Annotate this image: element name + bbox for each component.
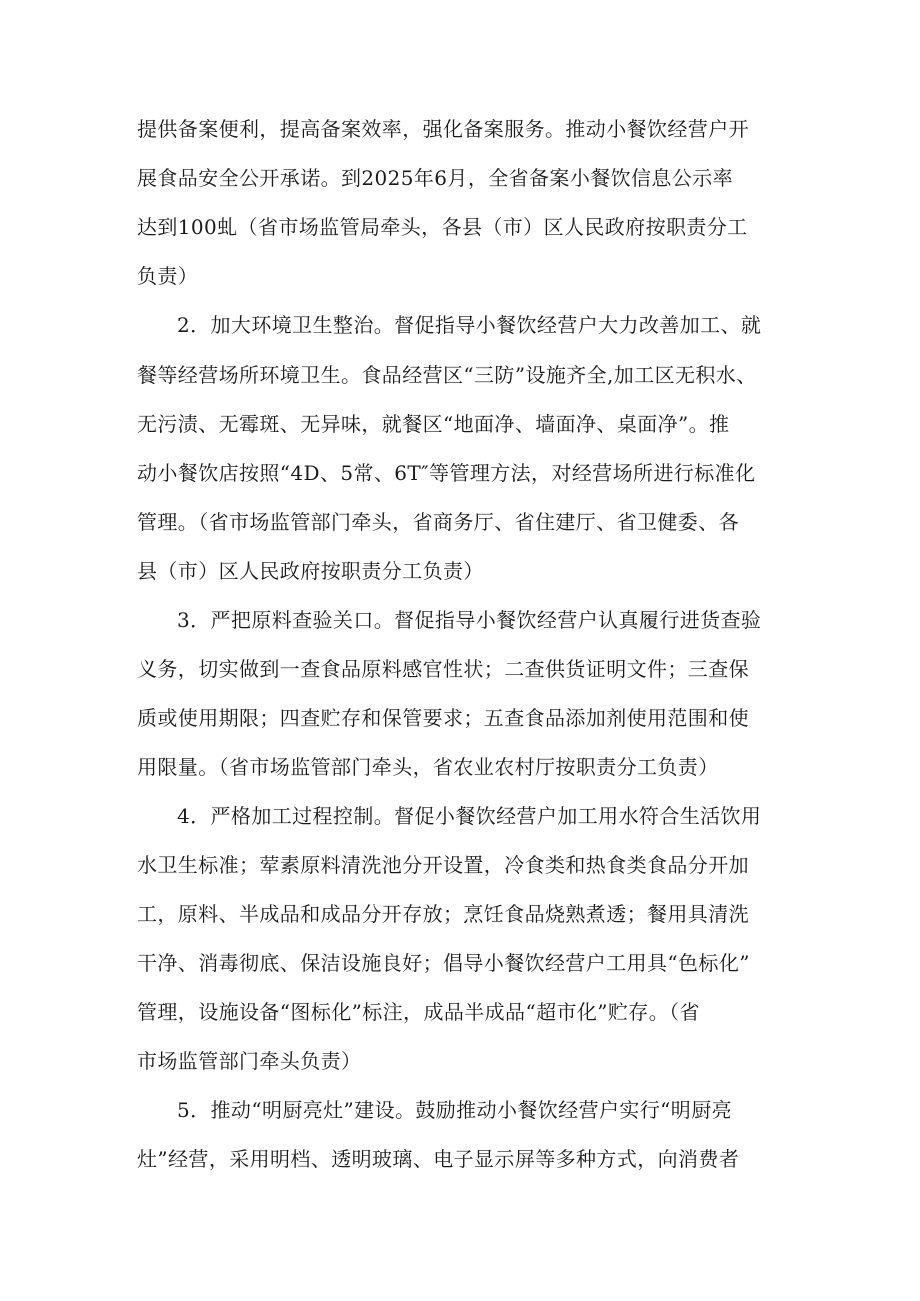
text-line: 灶”经营，采用明档、透明玻璃、电子显示屏等多种方式，向消费者: [137, 1147, 740, 1171]
text-line: 动小餐饮店按照“4D、5常、6T″等管理方法，对经营场所进行标准化: [137, 461, 756, 485]
text-line: 用限量。（省市场监管部门牵头，省农业农村厅按职责分工负责）: [137, 755, 719, 779]
text-line: 管理。（省市场监管部门牵头，省商务厅、省住建厅、省卫健委、各: [137, 510, 739, 534]
text-line: 管理，设施设备“图标化”标注，成品半成品“超市化”贮存。（省: [137, 1000, 700, 1024]
text-line: 义务，切实做到一查食品原料感官性状；二查供货证明文件；三查保: [137, 657, 749, 681]
text-line: 质或使用期限；四查贮存和保管要求；五查食品添加剂使用范围和使: [137, 706, 749, 730]
text-line: 提供备案便利，提高备案效率，强化备案服务。推动小餐饮经营户开: [137, 117, 749, 141]
text-line: 餐等经营场所环境卫生。食品经营区“三防”设施齐全,加工区无积水、: [137, 363, 757, 387]
text-line: 市场监管部门牵头负责）: [137, 1049, 362, 1073]
text-line: 无污渍、无霉斑、无异味，就餐区“地面净、墙面净、桌面净”。推: [137, 412, 730, 436]
text-line: 工，原料、半成品和成品分开存放；烹饪食品烧熟煮透；餐用具清洗: [137, 902, 749, 926]
text-line: 水卫生标准；荤素原料清洗池分开设置，冷食类和热食类食品分开加: [137, 853, 749, 877]
text-line: 展食品安全公开承诺。到2025年6月，全省备案小餐饮信息公示率: [137, 166, 734, 190]
paragraph-4-heading-line: 4．严格加工过程控制。督促小餐饮经营户加工用水符合生活饮用: [177, 804, 762, 828]
paragraph-5-heading-line: 5．推动“明厨亮灶”建设。鼓励推动小餐饮经营户实行“明厨亮: [177, 1098, 732, 1122]
paragraph-3-heading-line: 3．严把原料查验关口。督促指导小餐饮经营户认真履行进货查验: [177, 608, 762, 632]
text-line: 干净、消毒彻底、保洁设施良好；倡导小餐饮经营户工用具“色标化”: [137, 951, 750, 975]
text-line: 县（市）区人民政府按职责分工负责）: [137, 559, 484, 583]
text-line: 负责）: [137, 264, 199, 288]
text-line: 达到100虬（省市场监管局牵头，各县（市）区人民政府按职责分工: [137, 215, 748, 239]
paragraph-2-heading-line: 2．加大环境卫生整治。督促指导小餐饮经营户大力改善加工、就: [177, 313, 762, 337]
